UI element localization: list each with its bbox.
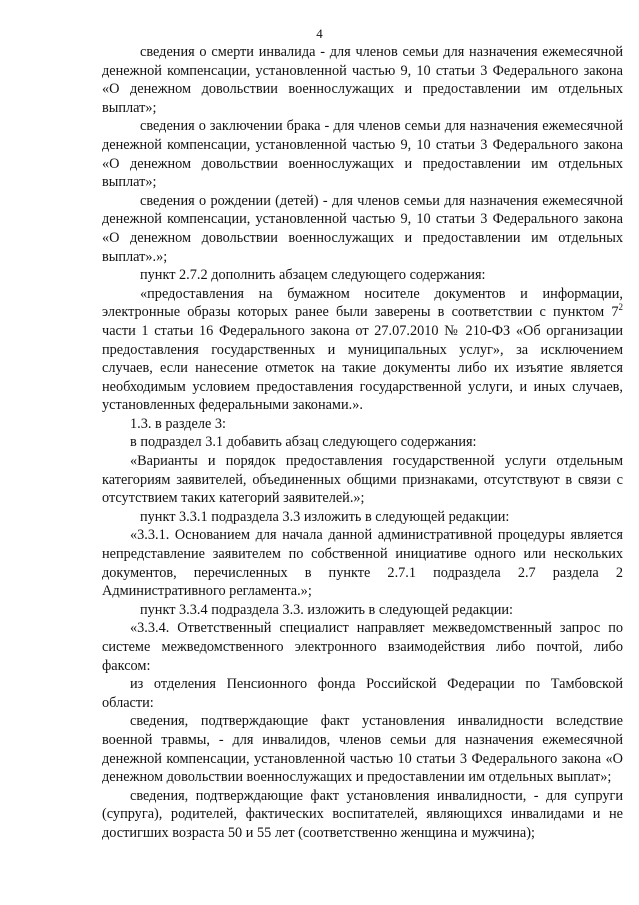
paragraph-paper-documents-rest: части 1 статьи 16 Федерального закона от 27.07.2010 № 210-ФЗ «Об организации предоставления государственных и муниципальных услуг», за исключением случаев, если нанесение отметок на такие документы либо их изъятие является необходимым условием предоставления государственной услуги, и иных случаев, установленных федеральными законами.».: [102, 322, 623, 414]
paragraph-3-3-4-text: «3.3.4. Ответственный специалист направляет межведомственный запрос по системе межведомственного электронного взаимодействия либо почтой, либо факсом:: [102, 620, 623, 674]
paragraph-subsection-3-1: в подраздел 3.1 добавить абзац следующего содержания:: [130, 434, 477, 451]
paragraph-3-3-1-text: «3.3.1. Основанием для начала данной административной процедуры является непредставление заявителем по собственной инициативе одного или нескольких документов, перечисленных в пункте 2.7.1 подраздела 2.7 раздела 2 Административного регламента.»;: [102, 527, 623, 600]
paragraph-marriage-info: сведения о заключении брака - для членов семьи для назначения ежемесячной денежной компенсации, установленной частью 9, 10 статьи 3 Федерального закона «О денежном довольствии военнослужащих и предоставлении им отдельных выплат»;: [102, 118, 623, 191]
paragraph-spouse-disability: сведения, подтверждающие факт установления инвалидности, - для супруги (супруга), родителей, фактических воспитателей, являющихся инвалидами и не достигших возраста 50 и 55 лет (соответственно женщина и мужчина);: [102, 787, 623, 841]
page-number: 4: [316, 26, 323, 41]
paragraph-birth-info: сведения о рождении (детей) - для членов семьи для назначения ежемесячной денежной компенсации, установленной частью 9, 10 статьи 3 Федерального закона «О денежном довольствии военнослужащих и предоставлении им отдельных выплат».»;: [102, 192, 623, 265]
paragraph-pension-fund: из отделения Пенсионного фонда Российской Федерации по Тамбовской области:: [102, 676, 623, 711]
paragraph-section-1-3: 1.3. в разделе 3:: [130, 415, 227, 432]
document-body: [102, 43, 623, 843]
superscript: 2: [618, 302, 623, 313]
paragraph-paper-documents: [102, 285, 623, 415]
paragraph-clause-2-7-2: пункт 2.7.2 дополнить абзацем следующего содержания:: [140, 267, 486, 284]
paragraph-clause-3-3-4: пункт 3.3.4 подраздела 3.3. изложить в следующей редакции:: [140, 601, 513, 618]
paragraph-death-info: сведения о смерти инвалида - для членов семьи для назначения ежемесячной денежной компенсации, установленной частью 9, 10 статьи 3 Федерального закона «О денежном довольствии военнослужащих и предоставлении им отдельных выплат»;: [102, 44, 623, 116]
paragraph-military-injury: сведения, подтверждающие факт установления инвалидности вследствие военной травмы, - для инвалидов, членов семьи для назначения ежемесячной денежной компенсации, установленной частью 10 статьи 3 Федерального закона «О денежном довольствии военнослужащих и предоставлении им отдельных выплат»;: [102, 713, 623, 786]
paragraph-paper-documents-start: «предоставления на бумажном носителе документов и информации, электронные образы которых ранее были заверены в соответствии с пунктом 7: [102, 285, 623, 321]
paragraph-variants: «Варианты и порядок предоставления государственной услуги отдельным категориям заявителей, объединенных общими признаками, отсутствуют в связи с отсутствием таких категорий заявителей.»;: [102, 453, 623, 507]
paragraph-clause-3-3-1: пункт 3.3.1 подраздела 3.3 изложить в следующей редакции:: [140, 508, 510, 525]
